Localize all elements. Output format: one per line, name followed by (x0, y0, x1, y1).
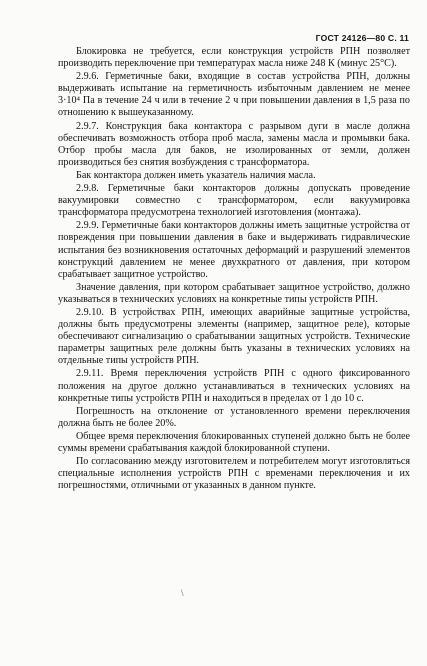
paragraph: Погрешность на отклонение от установленного времени переключения должна быть не более 20%. (58, 405, 410, 429)
paragraph-2-9-10: 2.9.10. В устройствах РПН, имеющих аварийные защитные устройства, должны быть предусмотрены элементы (например, защитное реле), которые обеспечивают сигнализацию о срабатывании защитных устройств. Технические параметры защитных реле должны быть указаны в технических условиях на отдельные типы устройств РПН. (58, 306, 410, 367)
paragraph-2-9-8: 2.9.8. Герметичные баки контакторов должны допускать проведение вакуумировки совместно с трансформатором, если вакуумировка трансформатора предусмотрена технологией изготовления (монтажа). (58, 183, 410, 219)
paragraph: Бак контактора должен иметь указатель наличия масла. (76, 169, 316, 181)
paragraph: Общее время переключения блокированных ступеней должно быть не более суммы времени срабатывания каждой блокированной ступени. (58, 430, 410, 454)
paragraph: Блокировка не требуется, если конструкция устройств РПН позволяет производить переключение при температурах масла ниже 248 К (минус 25°С). (58, 46, 410, 70)
paragraph: По согласованию между изготовителем и потребителем могут изготовляться специальные исполнения устройств РПН с временами переключения и их погрешностями, отличными от указанных в данном пункте. (58, 456, 410, 492)
paragraph-2-9-7: 2.9.7. Конструкция бака контактора с разрывом дуги в масле должна обеспечивать возможность отбора проб масла, замены масла и промывки бака. Отбор пробы масла для баков, не изолированных от земли, должен производиться без снятия возбуждения с трансформатора. (58, 120, 410, 168)
paragraph-2-9-11: 2.9.11. Время переключения устройств РПН с одного фиксированного положения на другое должно устанавливаться в технических условиях на конкретные типы устройств РПН и находиться в пределах от 1 до 10 с. (58, 368, 410, 404)
paragraph: Значение давления, при котором срабатывает защитное устройство, должно указываться в технических условиях на конкретные типы устройств РПН. (58, 281, 410, 305)
paragraph-2-9-6: 2.9.6. Герметичные баки, входящие в состав устройства РПН, должны выдерживать испытание на герметичность избыточным давлением не менее 3·10⁴ Па в течение 24 ч или в течение 2 ч при повышении давления в 1,5 раза по отношению к вышеуказанному. (58, 71, 410, 119)
document-body (58, 46, 410, 492)
page-header: ГОСТ 24126—80 С. 11 (315, 33, 409, 43)
paragraph-2-9-9: 2.9.9. Герметичные баки контакторов должны иметь защитные устройства от повреждения при повышении давления в баке и выдерживать гидравлические испытания без возникновения остаточных деформаций и разрушений элементов конструкций давлением не менее двухкратного от давления, при котором срабатывает защитное устройство. (58, 220, 410, 280)
footer-mark: \ (181, 588, 184, 598)
